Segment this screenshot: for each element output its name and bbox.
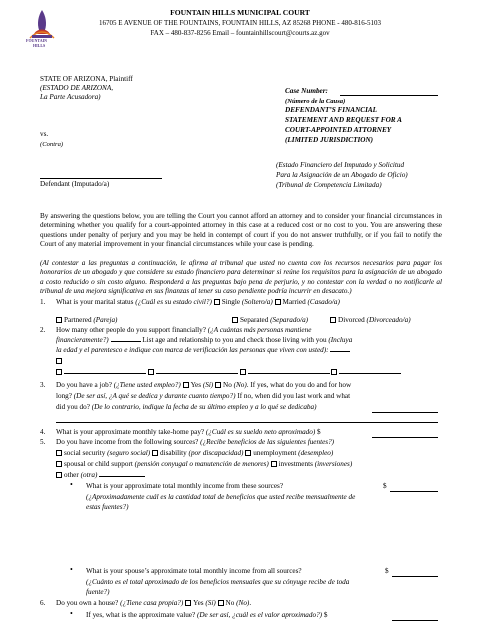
- q2-dependent-checkbox[interactable]: [56, 358, 62, 364]
- q1-options-row2: Partnered (Pareja): [56, 316, 117, 325]
- q5-investments-checkbox[interactable]: [271, 461, 277, 467]
- q2-dependent-row-2: [56, 368, 401, 377]
- q5-options-row3: other (otra): [56, 471, 145, 480]
- court-fax-email: FAX – 480-837-8256 Email – fountainhillscourt@courts.az.gov: [150, 29, 330, 37]
- q5-disability-checkbox[interactable]: [152, 450, 158, 456]
- q5-other-field[interactable]: [99, 476, 145, 477]
- q2-dependent-field[interactable]: [64, 373, 146, 374]
- q1-partnered-checkbox[interactable]: [56, 317, 62, 323]
- q3-no-checkbox[interactable]: [215, 382, 221, 388]
- q6-sub-bullet: •: [70, 609, 73, 618]
- q3-answer-field-2[interactable]: [56, 422, 438, 423]
- q2-dependent-checkbox[interactable]: [56, 369, 62, 375]
- q3-number: 3.: [40, 381, 46, 389]
- q5-options-row1: social security (seguro social) disability (por discapacidad) unemployment (desempleo): [56, 449, 333, 458]
- q5-ss-checkbox[interactable]: [56, 450, 62, 456]
- defendant-label: Defendant (Imputado/a): [40, 180, 110, 188]
- q2-line3: la edad y el parentesco e indique con marca de verificación las personas que viven con usted):: [56, 346, 350, 355]
- form-title-3: COURT-APPOINTED ATTORNEY: [285, 126, 392, 134]
- q1-separated-checkbox[interactable]: [232, 317, 238, 323]
- q6-question: Do you own a house? (¿Tiene casa propia?) Yes (Sí) No (No).: [56, 599, 252, 607]
- q5-spousal-checkbox[interactable]: [56, 461, 62, 467]
- q2-dependent-field-0[interactable]: [330, 351, 350, 352]
- q1-divorced-checkbox[interactable]: [330, 317, 336, 323]
- q5-sub2-es-1: (¿Cuánto es el total aproximado de los beneficios mensuales que su cónyuge recibe de toda: [86, 578, 350, 586]
- q2-count-field[interactable]: [111, 341, 141, 342]
- plaintiff-label: STATE OF ARIZONA, Plaintiff: [40, 75, 133, 83]
- q5-sub2: What is your spouse’s approximate total monthly income from all sources?: [86, 567, 302, 575]
- q5-question: Do you have income from the following sources? (¿Recibe beneficios de las siguientes fuentes?): [56, 438, 335, 446]
- q5-other-checkbox[interactable]: [56, 472, 62, 478]
- q2-dependent-row-1: [56, 357, 64, 366]
- q2-line1: How many other people do you support financially? (¿A cuántas más personas mantiene: [56, 326, 312, 334]
- q4-amount-field[interactable]: [372, 437, 438, 438]
- q5-sub1-bullet: •: [70, 480, 73, 489]
- form-title-es-3: (Tribunal de Competencia Limitada): [276, 181, 382, 189]
- q5-sub1-amount-field[interactable]: [390, 491, 438, 492]
- q1-question: What is your marital status (¿Cuál es su estado civil?) Single (Soltero/a) Married (Casado/a): [56, 298, 340, 306]
- form-title-es-1: (Estado Financiero del Imputado y Solicitud: [276, 161, 405, 169]
- q1-number: 1.: [40, 298, 46, 306]
- q5-sub2-amount-field[interactable]: [392, 576, 438, 577]
- court-name: FOUNTAIN HILLS MUNICIPAL COURT: [170, 8, 310, 17]
- q2-dependent-field[interactable]: [156, 373, 238, 374]
- plaintiff-es-1: (ESTADO DE ARIZONA,: [40, 84, 114, 92]
- q2-dependent-field[interactable]: [248, 373, 330, 374]
- q2-dependent-checkbox[interactable]: [148, 369, 154, 375]
- defendant-name-line[interactable]: [40, 178, 162, 179]
- form-title-es-2: Para la Asignación de un Abogado de Oficio): [276, 171, 408, 179]
- q6-no-checkbox[interactable]: [218, 600, 224, 606]
- intro-spanish: (Al contestar a las preguntas a continuación, le afirma al tribunal que usted no cuenta con los recursos necesarios para pagar los honorarios de un abogado y que considere su estado financiero para determinar si reúne los requisitos para la asignación de un abogado a costo reducido o sin costo alguno. Responderá a las preguntas bajo pena de perjurio, y no contestar con la verdad o no notificarle al tribunal de una mejora significativa en sus finanzas al tener su caso pendiente podría incurrir en desacato.): [40, 259, 442, 296]
- logo-text-1: FOUNTAIN: [26, 38, 48, 43]
- q6-value-field[interactable]: [392, 620, 438, 621]
- logo-text-2: HILLS: [33, 43, 46, 48]
- contra-label: (Contra): [40, 141, 64, 148]
- q1-divorced: Divorced (Divorceado/a): [330, 316, 411, 325]
- q2-dependent-field[interactable]: [339, 373, 401, 374]
- q2-dependent-checkbox[interactable]: [331, 369, 337, 375]
- q3-line2: long? (De ser así, ¿A qué se dedica y durante cuanto tiempo?) If no, when did you last work and what: [56, 392, 351, 400]
- q6-number: 6.: [40, 599, 46, 607]
- q4-number: 4.: [40, 428, 46, 436]
- q5-options-row2: spousal or child support (pensión conyugal o manutención de menores) investments (inversiones): [56, 460, 352, 469]
- q2-number: 2.: [40, 326, 46, 334]
- q5-sub2-bullet: •: [70, 565, 73, 574]
- q3-line3: did you do? (De lo contrario, indique la fecha de su último empleo y a lo qué se dedicaba): [56, 403, 317, 411]
- form-title-1: DEFENDANT’S FINANCIAL: [285, 106, 378, 114]
- court-address: 16705 E AVENUE OF THE FOUNTAINS, FOUNTAIN HILLS, AZ 85268 PHONE - 480-816-5103: [98, 19, 382, 27]
- form-title-4: (LIMITED JURISDICTION): [285, 136, 374, 144]
- plaintiff-es-2: La Parte Acusadora): [40, 93, 101, 101]
- form-title-2: STATEMENT AND REQUEST FOR A: [285, 116, 402, 124]
- q1-single-checkbox[interactable]: [214, 299, 220, 305]
- q5-number: 5.: [40, 438, 46, 446]
- q6-sub: If yes, what is the approximate value? (De ser así, ¿cuál es el valor aproximado?) $: [86, 611, 328, 619]
- q1-married-checkbox[interactable]: [275, 299, 281, 305]
- q3-answer-field[interactable]: [372, 412, 438, 413]
- q5-sub1-dollar: $: [383, 482, 387, 490]
- q3-yes-checkbox[interactable]: [183, 382, 189, 388]
- q3-line1: Do you have a job? (¿Tiene usted empleo?) Yes (Sí) No (No). If yes, what do you do and for how: [56, 381, 352, 389]
- case-number-field[interactable]: [340, 95, 438, 96]
- q5-sub2-es-2: fuente?): [86, 588, 110, 596]
- q4-question: What is your approximate monthly take-home pay? (¿Cuál es su sueldo neto aproximado) $: [56, 428, 321, 436]
- case-number-label: Case Number:: [285, 87, 328, 95]
- q6-yes-checkbox[interactable]: [185, 600, 191, 606]
- q1-separated: Separated (Separado/a): [232, 316, 308, 325]
- q2-dependent-checkbox[interactable]: [240, 369, 246, 375]
- q5-unemployment-checkbox[interactable]: [245, 450, 251, 456]
- intro-english: By answering the questions below, you are telling the Court you cannot afford an attorney and to consider your financial circumstances in determining whether you qualify for a court-appointed attorney in this case at a reduced cost or no cost to you. You are answering these questions under penalty of perjury and you may be held in contempt of court if you do not answer truthfully, or if you fail to notify the Court of any material improvement in your financial circumstances while your case is pending.: [40, 212, 442, 249]
- q2-line2: financieramente?) List age and relationship to you and check those living with you (Incluya: [56, 336, 353, 344]
- case-number-es: (Número de la Causa): [285, 98, 346, 105]
- vs-label: vs.: [40, 130, 49, 138]
- q5-sub1: What is your approximate total monthly income from these sources?: [86, 482, 284, 490]
- q5-sub1-es-2: estas fuentes?): [86, 503, 129, 511]
- q5-sub1-es-1: (¿Aproximadamente cuál es la cantidad total de beneficios que usted recibe mensualmente de: [86, 493, 356, 501]
- q5-sub2-dollar: $: [385, 567, 389, 575]
